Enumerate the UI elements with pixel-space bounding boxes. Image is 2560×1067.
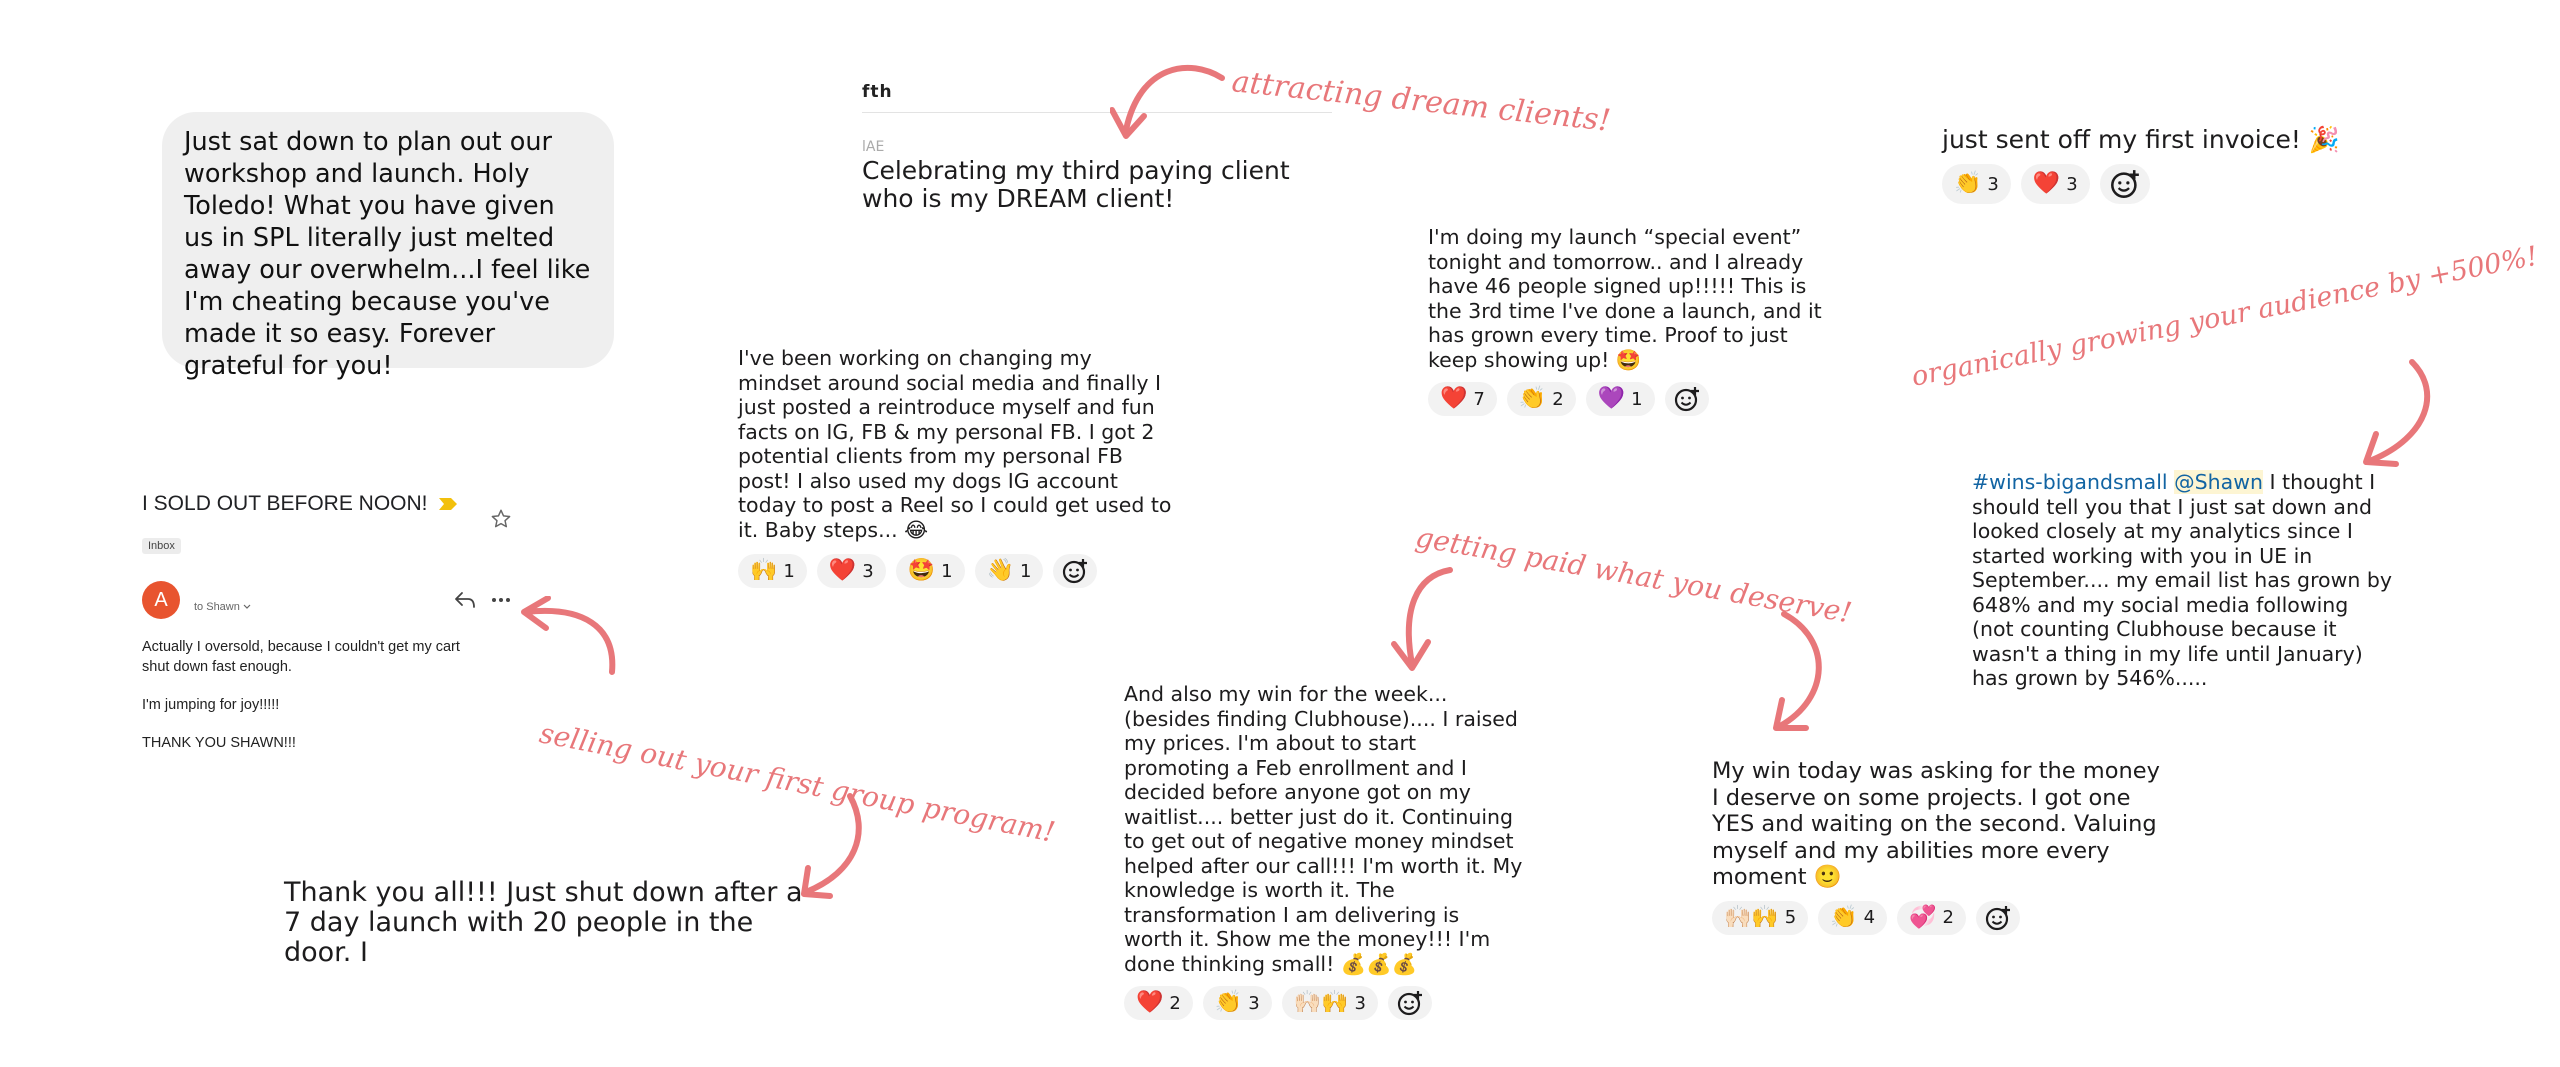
add-emoji-icon	[1985, 905, 2011, 931]
heart-icon: ❤️	[828, 558, 857, 583]
reaction-purple-heart[interactable]	[1586, 382, 1655, 416]
raised-hands-icon: 🙌🏻🙌	[1724, 904, 1779, 930]
reaction-bar	[738, 554, 1178, 588]
user-mention[interactable]: @Shawn	[2174, 470, 2263, 494]
avatar-letter: A	[154, 588, 168, 611]
inbox-label[interactable]: Inbox	[142, 538, 181, 554]
add-reaction-button[interactable]	[1976, 901, 2020, 935]
reaction-heart[interactable]	[817, 554, 886, 588]
add-reaction-button[interactable]	[1388, 986, 1432, 1020]
reaction-bar	[1712, 901, 2162, 935]
raised-hands-icon: 🙌	[750, 558, 778, 583]
heart-icon: ❤️	[2032, 171, 2061, 196]
prices-post	[1124, 682, 1524, 1020]
curved-arrow-icon	[2352, 352, 2462, 472]
heart-icon: ❤️	[1440, 386, 1468, 411]
reaction-bar	[1124, 986, 1524, 1020]
heart-icon: ❤️	[1136, 990, 1164, 1015]
reaction-heart[interactable]	[1124, 986, 1193, 1020]
email-body-1: Actually I oversold, because I couldn't get my cart shut down fast enough.	[142, 639, 460, 675]
more-icon[interactable]	[490, 596, 512, 604]
post-text: I'm doing my launch “special event” tonight and tomorrow.. and I already have 46 people signed up!!!!! This is the 3rd time I've done a launch, and it has grown every time. Proof to just keep showing up! 🤩	[1428, 225, 1822, 372]
important-marker-icon[interactable]	[438, 497, 458, 511]
add-emoji-icon	[2110, 169, 2140, 199]
annotation-text: attracting dream clients!	[1230, 64, 1613, 139]
clap-icon: 👏	[1214, 990, 1243, 1015]
reaction-clap[interactable]	[1818, 901, 1887, 935]
thankyou-post: Thank you all!!! Just shut down after a 7 day launch with 20 people in the door. I	[284, 877, 803, 968]
reply-icon[interactable]	[454, 591, 476, 609]
post-text: My win today was asking for the money I deserve on some projects. I got one YES and waiting on the second. Valuing myself and my abilities more every moment 🙂	[1712, 758, 2160, 890]
reaction-count: 1	[1631, 388, 1643, 410]
reaction-count: 2	[1552, 388, 1564, 410]
invoice-post	[1942, 126, 2362, 204]
recipient-label: to Shawn	[194, 601, 240, 613]
hearts-icon: 💞	[1909, 904, 1937, 930]
launch-post	[1428, 225, 1838, 416]
reaction-count: 4	[1863, 907, 1876, 928]
reaction-count: 5	[1784, 907, 1797, 928]
annotation-selling-out: selling out your first group program!	[536, 716, 1058, 849]
reaction-raised-hands[interactable]	[738, 554, 807, 588]
reaction-revolving-hearts[interactable]	[1897, 901, 1966, 935]
post-text: I thought I should tell you that I just sat down and looked closely at my analytics since I started working with you in UE in September.... my email list has grown by 648% and my social media following (not counting Clubhouse because it wasn't a thing in my life until January) has grown by 546%.....	[1972, 470, 2393, 690]
reaction-bar	[1942, 164, 2362, 204]
purple-heart-icon: 💜	[1597, 386, 1626, 411]
reaction-heart[interactable]	[1428, 382, 1497, 416]
curved-arrow-icon	[1110, 60, 1240, 150]
reaction-bar	[1428, 382, 1838, 416]
reaction-count: 3	[1987, 173, 1999, 195]
analytics-post	[1972, 470, 2392, 691]
curved-arrow-icon	[1380, 560, 1460, 680]
clap-icon: 👏	[1954, 171, 1982, 196]
email-body-2: I'm jumping for joy!!!!!	[142, 697, 280, 713]
annotation-attracting	[1110, 60, 1613, 150]
reaction-raised-hands[interactable]	[1282, 986, 1378, 1020]
post-header-fragment: fth	[862, 82, 893, 102]
gmail-message	[142, 478, 512, 753]
reaction-count: 7	[1473, 388, 1485, 410]
money-post	[1712, 758, 2162, 935]
add-emoji-icon	[1062, 558, 1088, 584]
reaction-count: 2	[1942, 907, 1954, 928]
reaction-count: 3	[2066, 173, 2078, 195]
add-reaction-button[interactable]	[1665, 382, 1709, 416]
star-icon[interactable]	[490, 508, 512, 530]
chevron-down-icon[interactable]	[243, 604, 251, 610]
post-text: I've been working on changing my mindset around social media and finally I just posted a reintroduce myself and fun facts on IG, FB & my personal FB. I got 2 potential clients from my personal FB post! I also used my dogs IG account today to post a Reel so I could get used to it. Baby steps... 😂	[738, 346, 1172, 542]
reaction-count: 3	[1354, 992, 1366, 1014]
reaction-count: 3	[862, 560, 874, 582]
email-body-3: THANK YOU SHAWN!!!	[142, 735, 296, 751]
reaction-heart[interactable]	[2021, 164, 2090, 204]
channel-link[interactable]: #wins-bigandsmall	[1972, 470, 2168, 494]
message-bubble	[162, 112, 614, 381]
reaction-clap[interactable]	[1203, 986, 1272, 1020]
raised-hands-icon: 🙌🏻🙌	[1293, 990, 1349, 1015]
avatar	[142, 581, 180, 619]
curved-arrow-icon	[1760, 608, 1860, 738]
mindset-post	[738, 346, 1178, 588]
add-reaction-button[interactable]	[2100, 164, 2150, 204]
post-text: Celebrating my third paying client who is my DREAM client!	[862, 156, 1290, 213]
reaction-clap[interactable]	[1507, 382, 1576, 416]
reaction-wave[interactable]	[975, 554, 1044, 588]
annotation-organically: organically growing your audience by +500%!	[1909, 240, 2541, 393]
wave-icon: 👋	[986, 558, 1014, 583]
add-emoji-icon	[1674, 386, 1700, 412]
reaction-clap[interactable]	[1942, 164, 2011, 204]
post-sub-fragment: lAE	[862, 139, 885, 153]
star-struck-icon: 🤩	[907, 558, 936, 583]
reaction-star-struck[interactable]	[896, 554, 965, 588]
curved-arrow-icon	[512, 596, 622, 676]
clap-icon: 👏	[1518, 386, 1547, 411]
email-subject: I SOLD OUT BEFORE NOON!	[142, 492, 428, 515]
reaction-count: 3	[1248, 992, 1260, 1014]
clap-icon: 👏	[1830, 904, 1858, 930]
reaction-count: 1	[941, 560, 953, 582]
annotation-getting-paid: getting paid what you deserve!	[1413, 520, 1855, 630]
post-text: just sent off my first invoice! 🎉	[1942, 125, 2340, 154]
message-text: Just sat down to plan out our workshop and launch. Holy Toledo! What you have given us in SPL literally just melted away our overwhelm...I feel like I'm cheating because you've made it so easy. Forever grateful for you!	[184, 127, 591, 381]
reaction-count: 2	[1169, 992, 1181, 1014]
add-reaction-button[interactable]	[1053, 554, 1097, 588]
reaction-count: 1	[783, 560, 795, 582]
add-emoji-icon	[1397, 990, 1423, 1016]
reaction-count: 1	[1019, 560, 1032, 582]
reaction-raised-hands[interactable]	[1712, 901, 1808, 935]
curved-arrow-icon	[796, 792, 886, 902]
post-text: And also my win for the week... (besides finding Clubhouse).... I raised my prices. I'm about to start promoting a Feb enrollment and I decided before anyone got on my waitlist.... better just do it. Continuing to get out of negative money mindset helped after our call!!! I'm worth it. My knowledge is worth it. The transformation I am delivering is worth it. Show me the money!!! I'm done thinking small! 💰💰💰	[1124, 682, 1523, 976]
